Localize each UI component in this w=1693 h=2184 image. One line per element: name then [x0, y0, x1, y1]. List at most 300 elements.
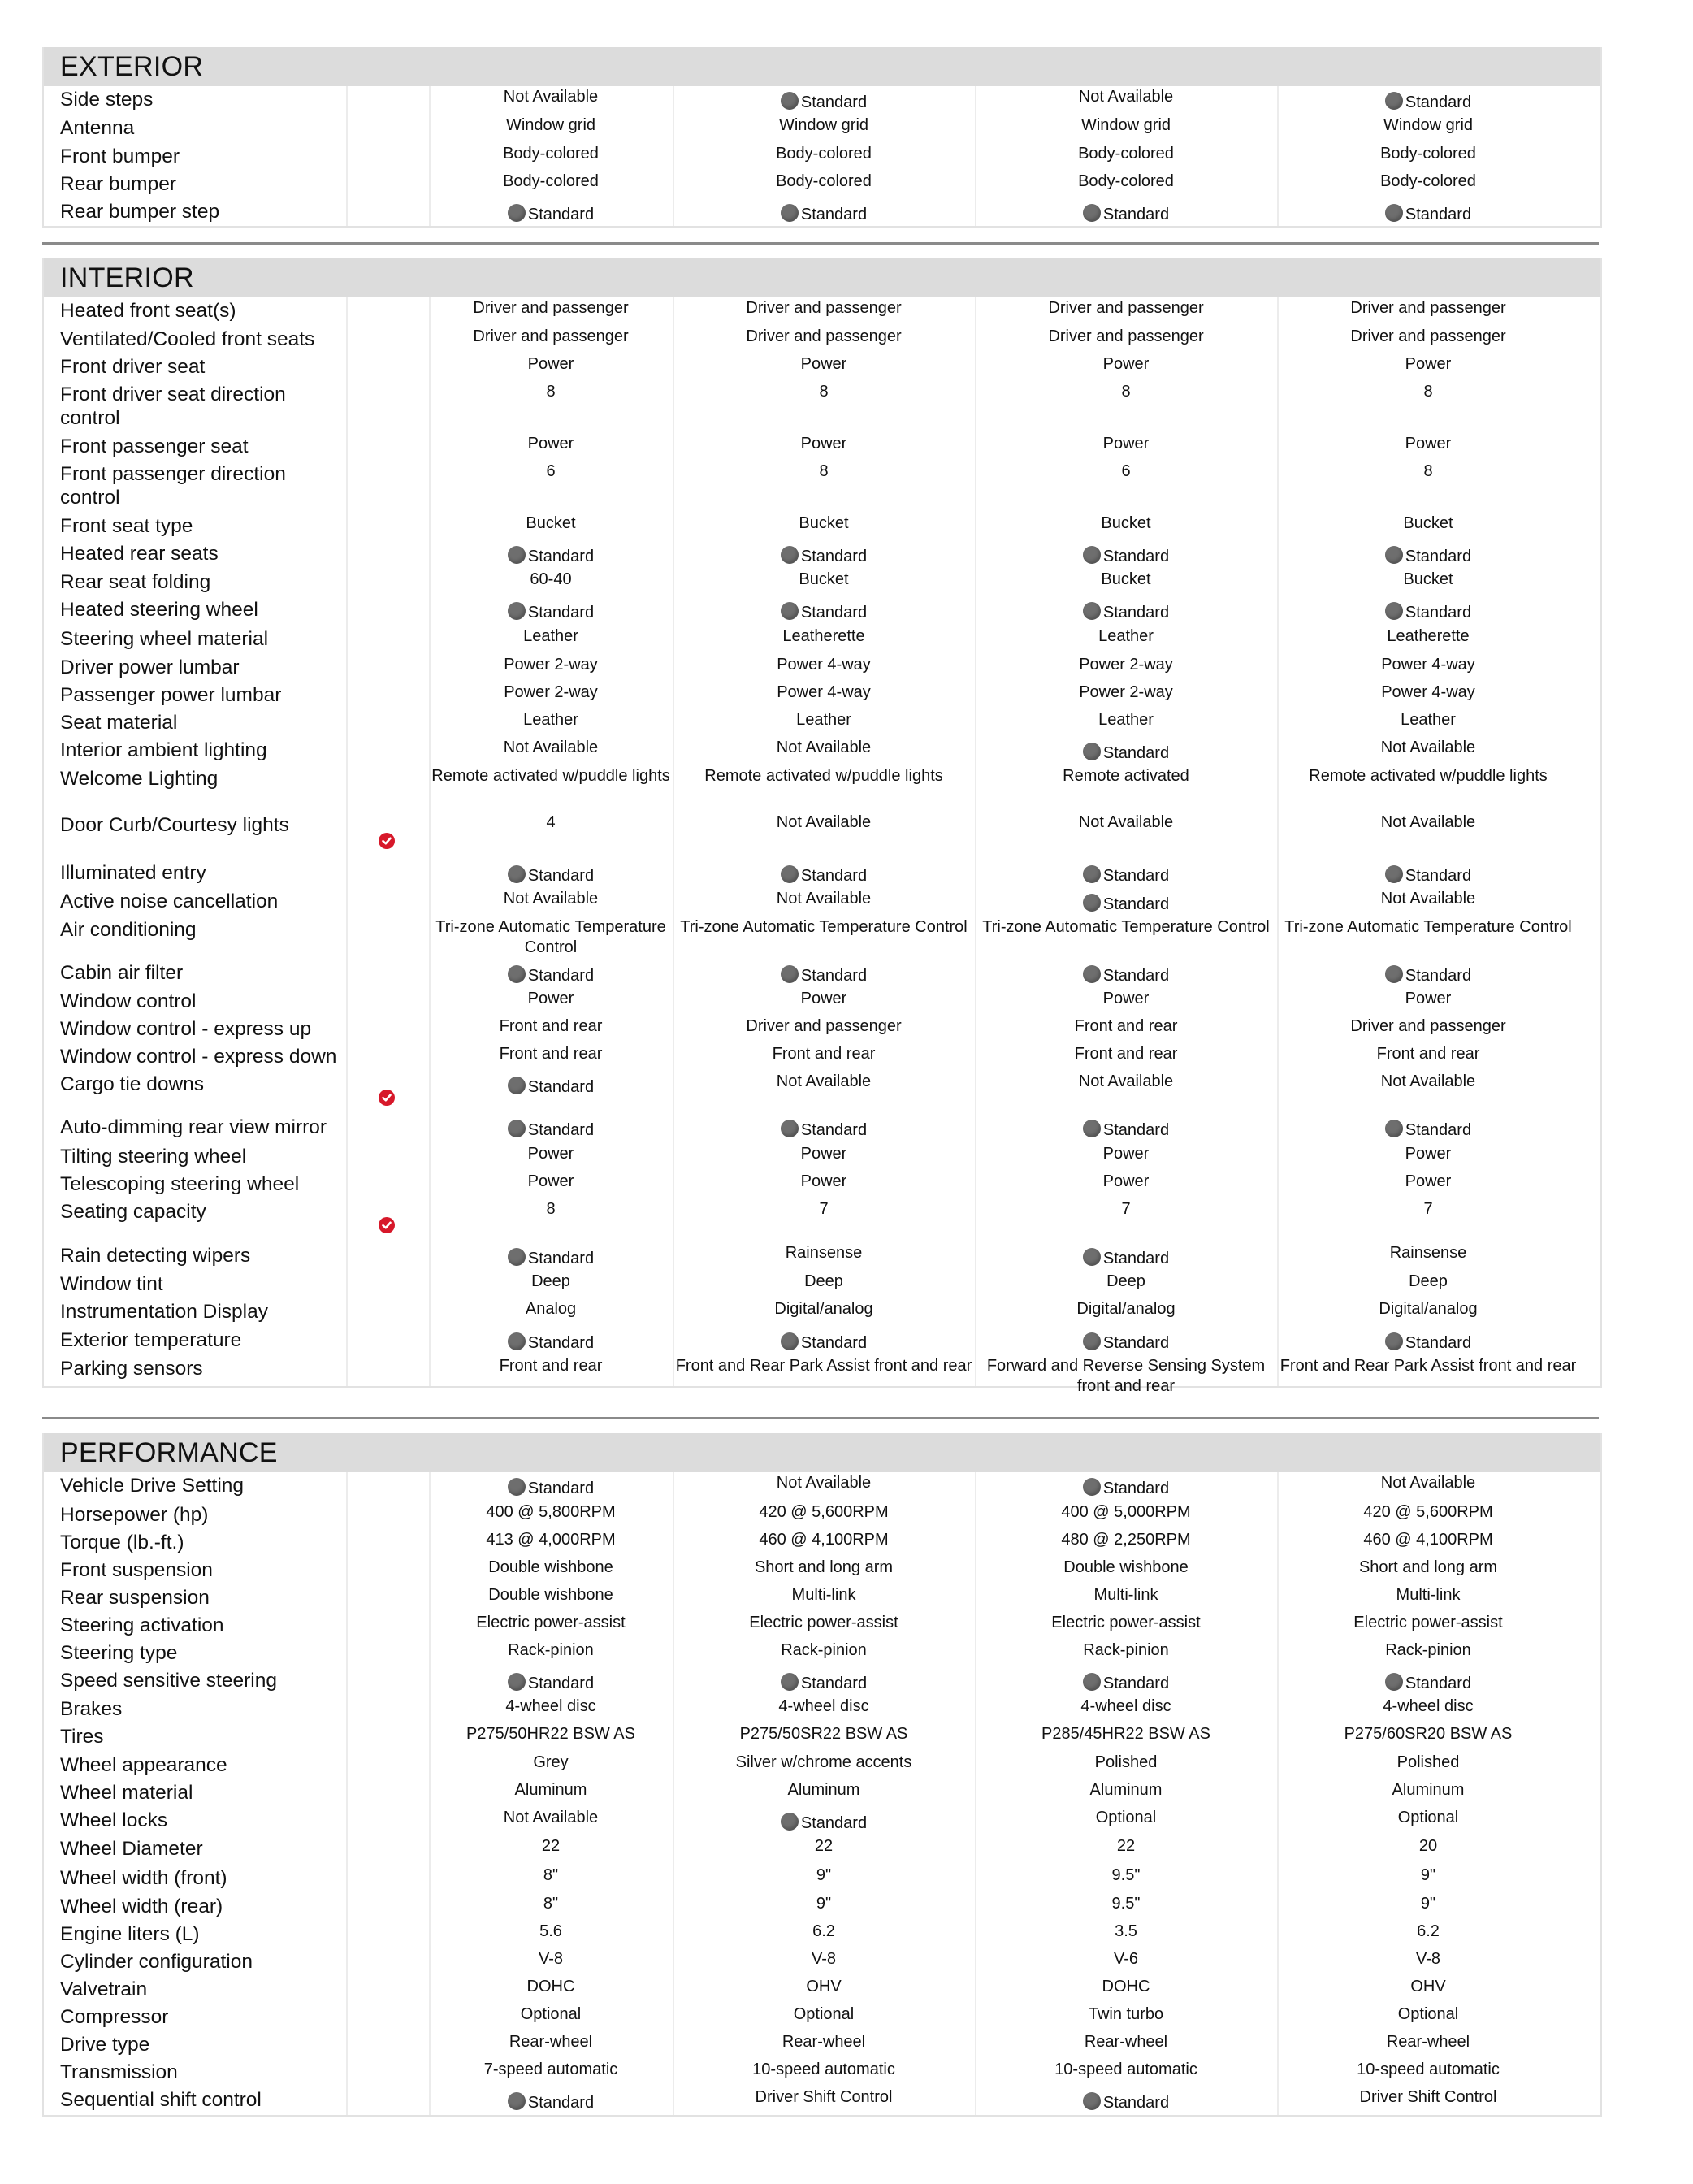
spec-value [673, 2059, 975, 2086]
spec-label: Heated rear seats [60, 543, 219, 565]
spec-row [44, 1948, 1600, 1976]
value-text: Not Available [776, 739, 872, 756]
value-text: V-6 [1113, 1950, 1139, 1968]
standard-indicator [1083, 1243, 1169, 1269]
spec-value [429, 86, 673, 115]
value-text: Bucket [1403, 514, 1453, 532]
spec-label: Welcome Lighting [60, 768, 219, 790]
standard-indicator [1083, 597, 1169, 623]
section-divider [42, 1417, 1599, 1419]
flag-cell [346, 433, 429, 461]
spec-row [44, 2031, 1600, 2059]
value-text: Front and Rear Park Assist front and rear [675, 1357, 972, 1375]
spec-value [975, 812, 1277, 860]
filled-dot-icon [781, 1332, 799, 1350]
flag-cell [346, 540, 429, 569]
spec-value [429, 1976, 673, 2004]
spec-row [44, 198, 1600, 226]
value-text: Front and rear [499, 1357, 603, 1375]
spec-label: Ventilated/Cooled front seats [60, 328, 315, 350]
spec-row [44, 513, 1600, 540]
value-text: Power [1102, 355, 1150, 373]
spec-row [44, 596, 1600, 626]
flag-cell [346, 1696, 429, 1723]
standard-text: Standard [800, 206, 868, 223]
spec-value [1277, 513, 1579, 540]
standard-text: Standard [1405, 604, 1472, 622]
spec-value [429, 1071, 673, 1114]
spec-value [673, 1893, 975, 1921]
standard-text: Standard [800, 604, 868, 622]
spec-value [975, 860, 1277, 888]
standard-indicator [508, 1473, 594, 1499]
spec-value [429, 433, 673, 461]
spec-value [429, 1723, 673, 1752]
value-text: Tri-zone Automatic Temperature Control [1284, 918, 1572, 936]
spec-label: Steering type [60, 1642, 178, 1664]
value-text: 6.2 [812, 1922, 835, 1940]
value-text: Not Available [1078, 1072, 1174, 1090]
spec-value [673, 198, 975, 226]
standard-indicator [1083, 541, 1169, 567]
spec-value [673, 812, 975, 860]
standard-text: Standard [800, 1814, 868, 1832]
spec-value [1277, 2086, 1579, 2115]
value-text: Polished [1396, 1753, 1460, 1771]
value-text: DOHC [526, 1978, 575, 1996]
value-text: V-8 [538, 1950, 564, 1968]
spec-label: Passenger power lumbar [60, 684, 282, 706]
spec-label: Rain detecting wipers [60, 1245, 251, 1267]
value-text: Digital/analog [1076, 1300, 1176, 1318]
standard-text: Standard [1102, 1675, 1170, 1692]
value-text: Power [527, 1172, 574, 1190]
spec-value [429, 1779, 673, 1807]
spec-value [975, 1584, 1277, 1612]
spec-value [975, 461, 1277, 513]
flag-cell [346, 860, 429, 888]
spec-value [429, 513, 673, 540]
value-text: Power 2-way [1079, 656, 1173, 674]
flag-cell [346, 1171, 429, 1198]
spec-value [673, 513, 975, 540]
spec-value [1277, 1807, 1579, 1835]
spec-value [429, 1472, 673, 1502]
value-text: Driver and passenger [1048, 327, 1204, 345]
value-text: Double wishbone [488, 1586, 613, 1604]
standard-indicator [508, 597, 594, 623]
spec-value [673, 960, 975, 988]
value-text: Not Available [1380, 813, 1476, 831]
spec-value [429, 1835, 673, 1865]
standard-indicator [1385, 860, 1471, 886]
spec-value [673, 381, 975, 433]
spec-value [673, 1143, 975, 1171]
spec-label: Tilting steering wheel [60, 1146, 247, 1168]
value-text: 4-wheel disc [778, 1697, 869, 1715]
spec-value [1277, 1921, 1579, 1948]
standard-indicator [508, 1328, 594, 1354]
value-text: Not Available [1078, 813, 1174, 831]
standard-indicator [1083, 199, 1169, 225]
standard-text: Standard [1102, 548, 1170, 566]
value-text: Power [1102, 435, 1150, 453]
spec-row [44, 1242, 1600, 1271]
spec-value [975, 115, 1277, 143]
spec-value [673, 1865, 975, 1893]
spec-row [44, 1114, 1600, 1143]
flag-cell [346, 513, 429, 540]
value-text: Double wishbone [1063, 1558, 1189, 1576]
value-text: Grey [533, 1753, 569, 1771]
spec-value [1277, 1557, 1579, 1584]
standard-text: Standard [527, 967, 595, 985]
spec-value [673, 1640, 975, 1667]
standard-text: Standard [1405, 1121, 1472, 1139]
standard-text: Standard [800, 967, 868, 985]
spec-value [673, 626, 975, 654]
filled-dot-icon [781, 92, 799, 110]
spec-value [1277, 381, 1579, 433]
check-badge-icon [379, 1217, 395, 1233]
value-text: 400 @ 5,800RPM [486, 1503, 616, 1521]
spec-value [429, 115, 673, 143]
spec-value [673, 569, 975, 596]
spec-value [673, 326, 975, 353]
spec-value [1277, 1612, 1579, 1640]
flag-cell [346, 1472, 429, 1502]
spec-value [1277, 1171, 1579, 1198]
standard-indicator [508, 1243, 594, 1269]
value-text: 8 [546, 1200, 556, 1218]
value-text: 4 [546, 813, 556, 831]
standard-indicator [1083, 1115, 1169, 1141]
spec-value [1277, 860, 1579, 888]
value-text: Not Available [503, 739, 599, 756]
value-text: 8 [819, 462, 829, 480]
flag-cell [346, 115, 429, 143]
spec-table [44, 1472, 1600, 2115]
spec-value [673, 1114, 975, 1143]
spec-label: Speed sensitive steering [60, 1670, 277, 1692]
value-text: Power [527, 1145, 574, 1163]
value-text: 413 @ 4,000RPM [486, 1531, 616, 1549]
value-text: Power [1405, 435, 1452, 453]
spec-value [1277, 1976, 1579, 2004]
value-text: Power [800, 355, 847, 373]
spec-value [429, 626, 673, 654]
filled-dot-icon [508, 602, 526, 620]
spec-value [1277, 626, 1579, 654]
spec-value [429, 860, 673, 888]
filled-dot-icon [1385, 1673, 1403, 1691]
spec-value [975, 1171, 1277, 1198]
spec-value [429, 2086, 673, 2115]
value-text: Power [527, 435, 574, 453]
spec-value [673, 1557, 975, 1584]
standard-indicator [1385, 199, 1471, 225]
spec-label: Window control - express up [60, 1018, 312, 1040]
spec-value [1277, 1355, 1579, 1386]
spec-value [975, 1298, 1277, 1327]
spec-value [673, 1612, 975, 1640]
spec-row [44, 1835, 1600, 1865]
filled-dot-icon [1083, 965, 1101, 983]
spec-value [429, 765, 673, 812]
standard-indicator [781, 597, 867, 623]
value-text: Leather [523, 711, 578, 729]
spec-value [1277, 1779, 1579, 1807]
spec-value [429, 1242, 673, 1271]
spec-row [44, 1865, 1600, 1893]
standard-text: Standard [527, 2094, 595, 2112]
value-text: Front and rear [1074, 1017, 1178, 1035]
standard-text: Standard [1405, 1675, 1472, 1692]
standard-text: Standard [800, 1334, 868, 1352]
spec-value [1277, 1584, 1579, 1612]
spec-row [44, 1016, 1600, 1043]
spec-value [1277, 1865, 1579, 1893]
flag-cell [346, 2086, 429, 2115]
spec-value [673, 682, 975, 709]
value-text: 4-wheel disc [1080, 1697, 1171, 1715]
spec-value [975, 1502, 1277, 1529]
spec-row [44, 171, 1600, 198]
flag-cell [346, 1502, 429, 1529]
standard-indicator [781, 1668, 867, 1694]
value-text: Remote activated w/puddle lights [704, 767, 943, 785]
spec-value [1277, 654, 1579, 682]
spec-value [673, 433, 975, 461]
spec-value [673, 1752, 975, 1779]
spec-value [673, 171, 975, 198]
standard-indicator [1083, 2087, 1169, 2113]
spec-value [673, 765, 975, 812]
check-badge-icon [379, 1090, 395, 1106]
filled-dot-icon [781, 965, 799, 983]
value-text: 9" [1420, 1895, 1436, 1913]
spec-label: Wheel width (front) [60, 1867, 227, 1889]
spec-value [1277, 461, 1579, 513]
flag-cell [346, 1835, 429, 1865]
flag-cell [346, 960, 429, 988]
standard-indicator [508, 1072, 594, 1098]
flag-cell [346, 2059, 429, 2086]
standard-indicator [781, 199, 867, 225]
spec-value [673, 86, 975, 115]
spec-value [673, 737, 975, 765]
flag-cell [346, 765, 429, 812]
spec-row [44, 1171, 1600, 1198]
spec-value [673, 1921, 975, 1948]
value-text: Deep [804, 1272, 843, 1290]
value-text: Not Available [776, 1072, 872, 1090]
spec-row [44, 626, 1600, 654]
spec-value [975, 1016, 1277, 1043]
value-text: Analog [525, 1300, 577, 1318]
filled-dot-icon [508, 546, 526, 564]
flag-cell [346, 1043, 429, 1071]
spec-value [673, 1016, 975, 1043]
value-text: Rack-pinion [508, 1641, 594, 1659]
flag-cell [346, 1893, 429, 1921]
value-text: Deep [1106, 1272, 1145, 1290]
spec-value [673, 1948, 975, 1976]
spec-row [44, 1472, 1600, 1502]
spec-value [975, 326, 1277, 353]
spec-label: Rear suspension [60, 1587, 210, 1609]
spec-value [429, 960, 673, 988]
spec-value [673, 2004, 975, 2031]
value-text: Short and long arm [1358, 1558, 1498, 1576]
value-text: Optional [520, 2005, 582, 2023]
value-text: Digital/analog [774, 1300, 873, 1318]
value-text: Driver and passenger [1350, 1017, 1506, 1035]
spec-label: Active noise cancellation [60, 890, 279, 912]
spec-value [429, 1298, 673, 1327]
spec-value [1277, 1242, 1579, 1271]
spec-value [429, 1667, 673, 1696]
value-text: Front and rear [499, 1017, 603, 1035]
value-text: Power 4-way [777, 656, 871, 674]
spec-value [975, 1696, 1277, 1723]
value-text: Power [1405, 990, 1452, 1008]
flag-cell [346, 1198, 429, 1242]
spec-value [975, 654, 1277, 682]
spec-row [44, 1071, 1600, 1114]
standard-text: Standard [1102, 967, 1170, 985]
spec-row [44, 2004, 1600, 2031]
spec-value [1277, 353, 1579, 381]
standard-indicator [781, 1808, 867, 1834]
spec-value [429, 353, 673, 381]
flag-cell [346, 709, 429, 737]
spec-row [44, 916, 1600, 960]
spec-value [429, 1143, 673, 1171]
spec-value [429, 1271, 673, 1298]
spec-value [429, 171, 673, 198]
spec-value [1277, 1016, 1579, 1043]
spec-label: Front passenger direction control [60, 463, 286, 509]
value-text: Driver Shift Control [1359, 2088, 1497, 2106]
spec-row [44, 1143, 1600, 1171]
spec-value [429, 1171, 673, 1198]
spec-value [1277, 1723, 1579, 1752]
spec-row [44, 297, 1600, 326]
value-text: Power [1102, 990, 1150, 1008]
standard-text: Standard [527, 867, 595, 885]
value-text: Optional [793, 2005, 855, 2023]
flag-cell [346, 297, 429, 326]
value-text: 7 [819, 1200, 829, 1218]
value-text: Power [800, 435, 847, 453]
value-text: Leatherette [782, 627, 865, 645]
standard-text: Standard [1102, 1250, 1170, 1268]
value-text: Multi-link [1093, 1586, 1158, 1604]
value-text: Optional [1397, 1809, 1459, 1826]
spec-value [429, 540, 673, 569]
spec-value [429, 2004, 673, 2031]
value-text: Digital/analog [1379, 1300, 1478, 1318]
spec-label: Window control [60, 990, 197, 1012]
spec-value [673, 297, 975, 326]
spec-value [673, 860, 975, 888]
standard-text: Standard [1405, 867, 1472, 885]
value-text: Optional [1397, 2005, 1459, 2023]
spec-label: Window control - express down [60, 1046, 337, 1068]
filled-dot-icon [781, 1120, 799, 1138]
spec-value [975, 171, 1277, 198]
spec-value [1277, 1948, 1579, 1976]
value-text: Tri-zone Automatic Temperature Control [435, 918, 666, 956]
spec-value [1277, 960, 1579, 988]
standard-indicator [781, 1115, 867, 1141]
filled-dot-icon [781, 1813, 799, 1831]
value-text: Driver and passenger [1350, 327, 1506, 345]
spec-row [44, 988, 1600, 1016]
spec-value [673, 1779, 975, 1807]
spec-value [673, 988, 975, 1016]
filled-dot-icon [1083, 1248, 1101, 1266]
value-text: Not Available [1380, 1474, 1476, 1492]
value-text: 7 [1121, 1200, 1131, 1218]
value-text: 22 [1116, 1837, 1136, 1855]
spec-value [673, 143, 975, 171]
value-text: Body-colored [1380, 145, 1476, 162]
spec-label: Door Curb/Courtesy lights [60, 814, 289, 836]
flag-cell [346, 326, 429, 353]
spec-value [429, 1640, 673, 1667]
value-text: Multi-link [791, 1586, 856, 1604]
spec-value [1277, 171, 1579, 198]
spec-value [429, 1529, 673, 1557]
value-text: 480 @ 2,250RPM [1061, 1531, 1191, 1549]
spec-value [975, 1143, 1277, 1171]
value-text: Power [800, 990, 847, 1008]
spec-value [673, 1198, 975, 1242]
spec-value [1277, 2004, 1579, 2031]
flag-cell [346, 1327, 429, 1355]
spec-value [429, 1921, 673, 1948]
spec-value [975, 353, 1277, 381]
value-text: 6.2 [1417, 1922, 1440, 1940]
spec-label: Front driver seat direction control [60, 384, 286, 429]
spec-label: Auto-dimming rear view mirror [60, 1116, 327, 1138]
value-text: Body-colored [503, 172, 599, 190]
spec-value [429, 2059, 673, 2086]
spec-value [429, 2031, 673, 2059]
value-text: Power 2-way [504, 683, 598, 701]
flag-cell [346, 1865, 429, 1893]
spec-value [673, 1298, 975, 1327]
flag-cell [346, 1723, 429, 1752]
standard-indicator [1385, 1668, 1471, 1694]
value-text: 8 [819, 383, 829, 401]
spec-label: Rear bumper step [60, 201, 220, 223]
standard-indicator [508, 1115, 594, 1141]
spec-value [429, 1502, 673, 1529]
spec-label: Wheel appearance [60, 1754, 227, 1776]
spec-label: Heated front seat(s) [60, 300, 236, 322]
filled-dot-icon [781, 204, 799, 222]
spec-label: Parking sensors [60, 1358, 203, 1380]
spec-row [44, 1640, 1600, 1667]
value-text: Rear-wheel [1084, 2033, 1168, 2051]
standard-indicator [508, 1668, 594, 1694]
value-text: Driver and passenger [1350, 299, 1506, 317]
value-text: Window grid [778, 116, 869, 134]
value-text: Body-colored [1078, 145, 1174, 162]
